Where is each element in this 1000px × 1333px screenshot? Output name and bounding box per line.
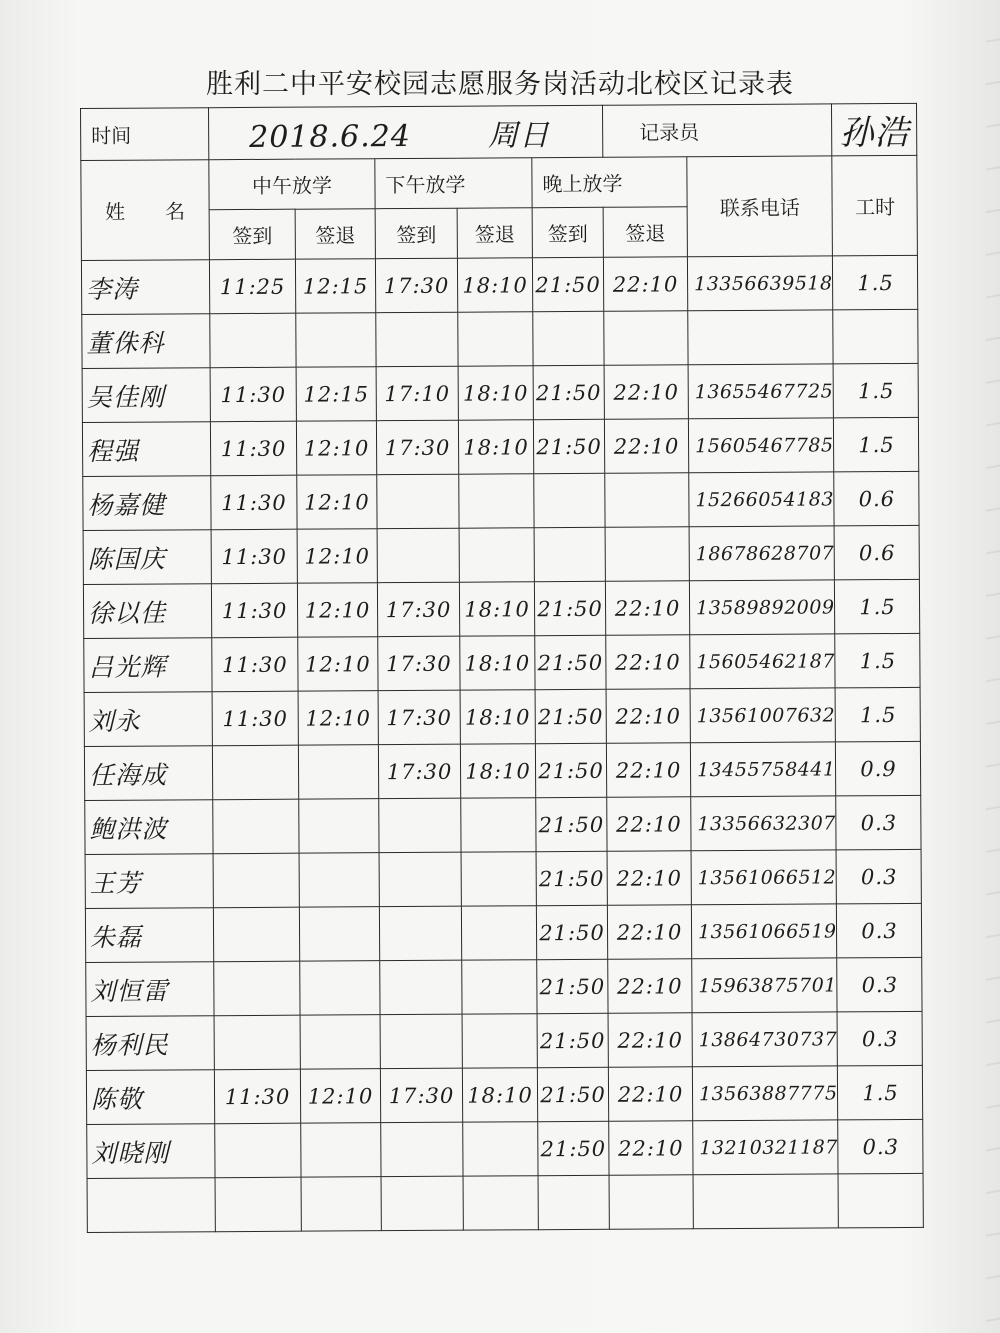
- phone-number: 13455758441: [690, 742, 836, 797]
- volunteer-name: 刘恒雷: [86, 962, 214, 1017]
- eve-sign-out: 22:10: [607, 905, 691, 960]
- noon-sign-out: 12:15: [296, 367, 376, 421]
- noon-sign-in: [210, 313, 296, 368]
- pm-sign-in: [376, 312, 458, 366]
- noon-sign-out: 12:10: [296, 421, 376, 475]
- table-row: [84, 687, 921, 746]
- pm-sign-in: 17:30: [375, 258, 457, 312]
- work-hours: 1.5: [834, 363, 919, 418]
- eve-sign-in: [533, 311, 604, 365]
- pm-sign-out: 18:10: [457, 258, 532, 312]
- volunteer-name: 吴佳刚: [82, 368, 210, 423]
- table-row: [86, 1065, 923, 1124]
- table-row: [85, 903, 922, 962]
- pm-sign-in: [380, 960, 462, 1014]
- work-hours: 1.5: [833, 255, 918, 310]
- eve-sign-in: [534, 473, 605, 527]
- noon-sign-in: 11:30: [212, 691, 298, 746]
- eve-sign-out: [604, 311, 688, 366]
- work-hours: 1.5: [834, 417, 919, 472]
- noon-sign-in: [213, 907, 299, 962]
- pm-sign-out: 18:10: [460, 744, 535, 798]
- noon-sign-out: [300, 1015, 380, 1069]
- noon-sign-out: [299, 799, 379, 853]
- eve-sign-out: [609, 1175, 693, 1230]
- eve-sign-in: 21:50: [538, 1121, 609, 1175]
- noon-sign-in: 11:30: [211, 475, 297, 530]
- eve-sign-out: 22:10: [608, 1013, 692, 1068]
- noon-sign-out: [296, 313, 376, 367]
- noon-sign-out: 12:10: [300, 1069, 380, 1123]
- volunteer-name: 程强: [82, 422, 210, 477]
- noon-sign-out: 12:10: [297, 583, 377, 637]
- noon-sign-in: 11:30: [214, 1069, 300, 1124]
- eve-sign-in: 21:50: [534, 581, 605, 635]
- noon-sign-out: [299, 853, 379, 907]
- eve-sign-in-header: 签到: [532, 207, 603, 257]
- noon-sign-in: [215, 1177, 301, 1232]
- pm-sign-in: 17:30: [380, 1068, 462, 1122]
- col-noon-header: 中午放学: [209, 159, 375, 210]
- noon-sign-out: 12:15: [295, 259, 375, 313]
- noon-sign-in: 11:30: [210, 421, 296, 476]
- eve-sign-out: 22:10: [606, 689, 690, 744]
- noon-sign-in: [215, 1123, 301, 1178]
- pm-sign-out: 18:10: [462, 1068, 537, 1122]
- noon-sign-in: 11:30: [212, 637, 298, 692]
- eve-sign-out: 22:10: [607, 851, 691, 906]
- table-row: [82, 417, 919, 476]
- recorder-signature: 孙浩: [832, 103, 917, 156]
- col-evening-header: 晚上放学: [532, 157, 687, 208]
- noon-sign-out: 12:10: [297, 529, 377, 583]
- col-phone-header: 联系电话: [687, 156, 833, 257]
- work-hours: 0.6: [834, 471, 919, 526]
- pm-sign-out: [462, 960, 537, 1014]
- table-row: [84, 741, 921, 800]
- eve-sign-in: [538, 1175, 609, 1229]
- phone-number: 13589892009: [689, 580, 835, 635]
- table-row: [81, 255, 918, 314]
- volunteer-name: 鲍洪波: [85, 800, 213, 855]
- noon-sign-in: [212, 745, 298, 800]
- volunteer-name: 陈敬: [86, 1070, 214, 1125]
- volunteer-name: 李涛: [81, 260, 209, 315]
- work-hours: 0.3: [837, 957, 922, 1012]
- work-hours: [839, 1173, 924, 1228]
- pm-sign-out: [461, 798, 536, 852]
- volunteer-name: 徐以佳: [83, 584, 211, 639]
- table-row: [85, 849, 922, 908]
- pm-sign-in: [377, 474, 459, 528]
- phone-number: [688, 310, 834, 365]
- table-row: [83, 471, 920, 530]
- pm-sign-out: [463, 1122, 538, 1176]
- volunteer-name: 杨嘉健: [83, 476, 211, 531]
- eve-sign-in: 21:50: [533, 419, 604, 473]
- table-row: [84, 633, 921, 692]
- noon-sign-out: 12:10: [298, 637, 378, 691]
- noon-sign-in-header: 签到: [209, 209, 295, 260]
- volunteer-name: 朱磊: [85, 908, 213, 963]
- pm-sign-out: [459, 474, 534, 528]
- phone-number: 13864730737: [692, 1012, 838, 1067]
- form-title: 胜利二中平安校园志愿服务岗活动北校区记录表: [206, 69, 794, 100]
- noon-sign-out: [300, 961, 380, 1015]
- phone-number: 13356632307: [691, 796, 837, 851]
- col-afternoon-header: 下午放学: [375, 158, 532, 209]
- eve-sign-out: 22:10: [603, 257, 687, 312]
- pm-sign-in-header: 签到: [375, 208, 457, 258]
- pm-sign-out: [461, 852, 536, 906]
- phone-number: 15266054183: [689, 472, 835, 527]
- pm-sign-in: [379, 906, 461, 960]
- eve-sign-out: 22:10: [604, 419, 688, 474]
- noon-sign-in: 11:25: [209, 259, 295, 314]
- phone-number: 13210321187: [693, 1120, 839, 1175]
- pm-sign-out-header: 签退: [457, 208, 532, 258]
- pm-sign-in: 17:30: [377, 582, 459, 636]
- eve-sign-in: 21:50: [537, 1013, 608, 1067]
- col-name-header: 姓 名: [81, 160, 210, 261]
- eve-sign-in: 21:50: [537, 1067, 608, 1121]
- header-row-time: [81, 103, 918, 160]
- eve-sign-in: 21:50: [537, 959, 608, 1013]
- table-row: [86, 1011, 923, 1070]
- eve-sign-in: 21:50: [532, 257, 603, 311]
- work-hours: 0.3: [838, 1119, 923, 1174]
- table-row: [87, 1119, 924, 1178]
- phone-number: 18678628707: [689, 526, 835, 581]
- record-table: [80, 103, 924, 1233]
- paper-fold-edge: [986, 0, 1000, 1333]
- pm-sign-in: [381, 1122, 463, 1176]
- pm-sign-out: [463, 1176, 538, 1230]
- date-value: 2018.6.24: [249, 118, 411, 155]
- work-hours: 0.3: [837, 903, 922, 958]
- phone-number: 15605462187: [690, 634, 836, 689]
- pm-sign-in: 17:30: [376, 420, 458, 474]
- volunteer-name: 董侏科: [82, 314, 210, 369]
- pm-sign-out: 18:10: [460, 690, 535, 744]
- pm-sign-out: [458, 312, 533, 366]
- phone-number: [693, 1174, 839, 1229]
- work-hours: 0.6: [835, 525, 920, 580]
- work-hours: 1.5: [838, 1065, 923, 1120]
- pm-sign-in: 17:30: [378, 690, 460, 744]
- header-row-periods: [81, 155, 918, 210]
- work-hours: 1.5: [836, 687, 921, 742]
- noon-sign-out-header: 签退: [295, 209, 375, 259]
- table-row: [82, 309, 919, 368]
- work-hours: 0.3: [837, 849, 922, 904]
- phone-number: 13563887775: [692, 1066, 838, 1121]
- noon-sign-out: [301, 1177, 381, 1231]
- pm-sign-in: 17:30: [378, 744, 460, 798]
- volunteer-name: [87, 1178, 215, 1233]
- eve-sign-in: 21:50: [536, 851, 607, 905]
- volunteer-name: 任海成: [84, 746, 212, 801]
- time-value: [209, 105, 603, 159]
- phone-number: 13655467725: [688, 364, 834, 419]
- volunteer-name: 刘晓刚: [87, 1124, 215, 1179]
- eve-sign-out: [605, 527, 689, 582]
- noon-sign-in: [214, 1015, 300, 1070]
- pm-sign-in: [379, 852, 461, 906]
- noon-sign-in: 11:30: [211, 529, 297, 584]
- phone-number: 15963875701: [692, 958, 838, 1013]
- eve-sign-out: 22:10: [607, 797, 691, 852]
- phone-number: 13356639518: [687, 256, 833, 311]
- pm-sign-in: [380, 1014, 462, 1068]
- pm-sign-in: [377, 528, 459, 582]
- eve-sign-out-header: 签退: [603, 207, 687, 258]
- noon-sign-in: [213, 853, 299, 908]
- table-row: [86, 957, 923, 1016]
- work-hours: 1.5: [835, 633, 920, 688]
- pm-sign-out: [461, 906, 536, 960]
- pm-sign-in: [381, 1176, 463, 1230]
- eve-sign-in: 21:50: [536, 905, 607, 959]
- time-label: 时间: [81, 108, 209, 161]
- pm-sign-out: [462, 1014, 537, 1068]
- work-hours: 0.3: [838, 1011, 923, 1066]
- col-hours-header: 工时: [832, 155, 918, 256]
- phone-number: 13561066512: [691, 850, 837, 905]
- pm-sign-in: 17:10: [376, 366, 458, 420]
- volunteer-name: 杨利民: [86, 1016, 214, 1071]
- eve-sign-out: 22:10: [609, 1121, 693, 1176]
- eve-sign-out: 22:10: [605, 581, 689, 636]
- noon-sign-out: [299, 907, 379, 961]
- pm-sign-in: [379, 798, 461, 852]
- eve-sign-out: 22:10: [608, 1067, 692, 1122]
- phone-number: 13561066519: [691, 904, 837, 959]
- pm-sign-out: 18:10: [459, 582, 534, 636]
- noon-sign-in: [214, 961, 300, 1016]
- table-row: [85, 795, 922, 854]
- phone-number: 15605467785: [688, 418, 834, 473]
- noon-sign-out: [298, 745, 378, 799]
- volunteer-name: 王芳: [85, 854, 213, 909]
- pm-sign-out: 18:10: [460, 636, 535, 690]
- eve-sign-in: 21:50: [533, 365, 604, 419]
- eve-sign-out: 22:10: [604, 365, 688, 420]
- work-hours: 0.3: [836, 795, 921, 850]
- eve-sign-out: [605, 473, 689, 528]
- table-row: [83, 579, 920, 638]
- work-hours: 0.9: [836, 741, 921, 796]
- eve-sign-in: 21:50: [535, 743, 606, 797]
- volunteer-name: 刘永: [84, 692, 212, 747]
- weekday-value: 周日: [487, 117, 551, 154]
- noon-sign-in: 11:30: [211, 583, 297, 638]
- eve-sign-in: [534, 527, 605, 581]
- pm-sign-in: 17:30: [378, 636, 460, 690]
- phone-number: 13561007632: [690, 688, 836, 743]
- table-row: [87, 1173, 924, 1232]
- pm-sign-out: 18:10: [458, 420, 533, 474]
- pm-sign-out: [459, 528, 534, 582]
- eve-sign-out: 22:10: [606, 743, 690, 798]
- work-hours: 1.5: [835, 579, 920, 634]
- eve-sign-in: 21:50: [536, 797, 607, 851]
- noon-sign-out: 12:10: [298, 691, 378, 745]
- noon-sign-out: [301, 1123, 381, 1177]
- volunteer-name: 陈国庆: [83, 530, 211, 585]
- recorder-label: 记录员: [602, 104, 832, 157]
- volunteer-name: 吕光辉: [84, 638, 212, 693]
- eve-sign-out: 22:10: [606, 635, 690, 690]
- eve-sign-in: 21:50: [535, 689, 606, 743]
- eve-sign-out: 22:10: [608, 959, 692, 1014]
- eve-sign-in: 21:50: [535, 635, 606, 689]
- pm-sign-out: 18:10: [458, 366, 533, 420]
- table-row: [82, 363, 919, 422]
- noon-sign-in: [213, 799, 299, 854]
- table-row: [83, 525, 920, 584]
- work-hours: [833, 309, 918, 364]
- noon-sign-in: 11:30: [210, 367, 296, 422]
- noon-sign-out: 12:10: [297, 475, 377, 529]
